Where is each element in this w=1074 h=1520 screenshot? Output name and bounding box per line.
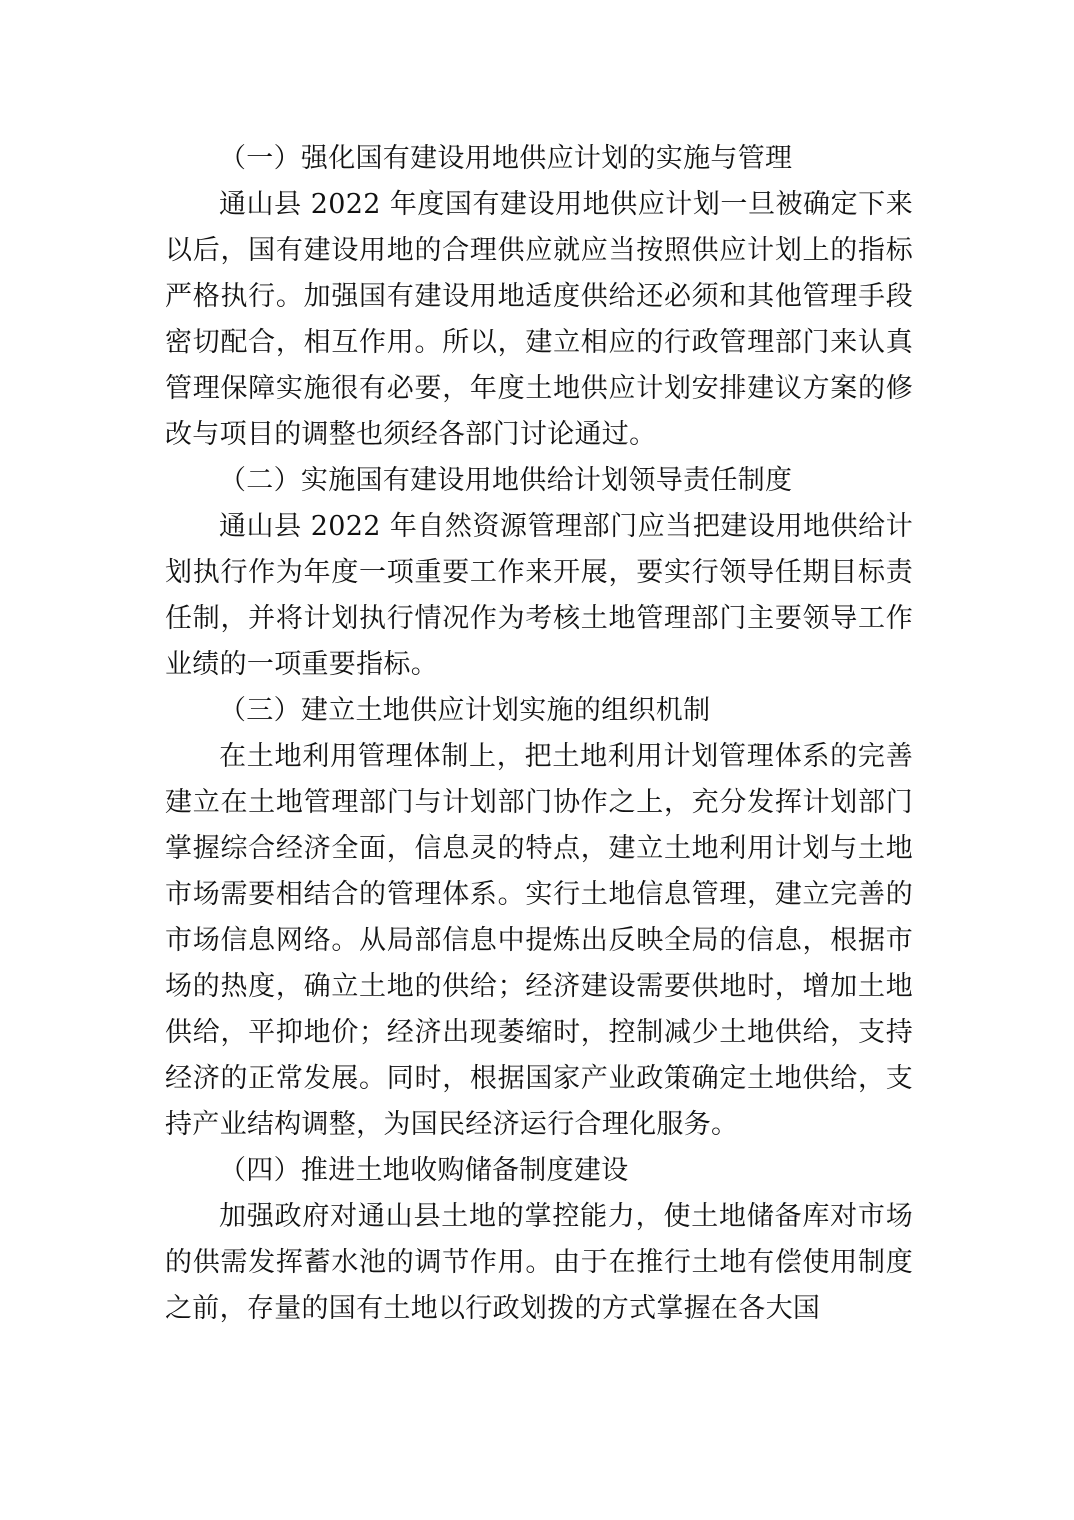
section-heading-1: （一）强化国有建设用地供应计划的实施与管理 — [219, 143, 793, 174]
section-heading-3: （三）建立土地供应计划实施的组织机制 — [219, 695, 711, 726]
section-paragraph-2: 通山县 2022 年自然资源管理部门应当把建设用地供给计划执行作为年度一项重要工作来开展，要实行领导任期目标责任制，并将计划执行情况作为考核土地管理部门主要领导工作业绩的一项重要指标。 — [165, 511, 913, 680]
section-paragraph-1: 通山县 2022 年度国有建设用地供应计划一旦被确定下来以后，国有建设用地的合理供应就应当按照供应计划上的指标严格执行。加强国有建设用地适度供给还必须和其他管理手段密切配合，相互作用。所以，建立相应的行政管理部门来认真管理保障实施很有必要，年度土地供应计划安排建议方案的修改与项目的调整也须经各部门讨论通过。 — [165, 189, 913, 450]
section-heading-4: （四）推进土地收购储备制度建设 — [219, 1155, 629, 1186]
document-body — [165, 136, 913, 1332]
section-paragraph-3: 在土地利用管理体制上，把土地利用计划管理体系的完善建立在土地管理部门与计划部门协作之上，充分发挥计划部门掌握综合经济全面，信息灵的特点，建立土地利用计划与土地市场需要相结合的管理体系。实行土地信息管理，建立完善的市场信息网络。从局部信息中提炼出反映全局的信息，根据市场的热度，确立土地的供给；经济建设需要供地时，增加土地供给，平抑地价；经济出现萎缩时，控制减少土地供给，支持经济的正常发展。同时，根据国家产业政策确定土地供给，支持产业结构调整，为国民经济运行合理化服务。 — [165, 741, 913, 1140]
section-paragraph-4: 加强政府对通山县土地的掌控能力，使土地储备库对市场的供需发挥蓄水池的调节作用。由于在推行土地有偿使用制度之前，存量的国有土地以行政划拨的方式掌握在各大国 — [165, 1201, 913, 1324]
section-heading-2: （二）实施国有建设用地供给计划领导责任制度 — [219, 465, 793, 496]
